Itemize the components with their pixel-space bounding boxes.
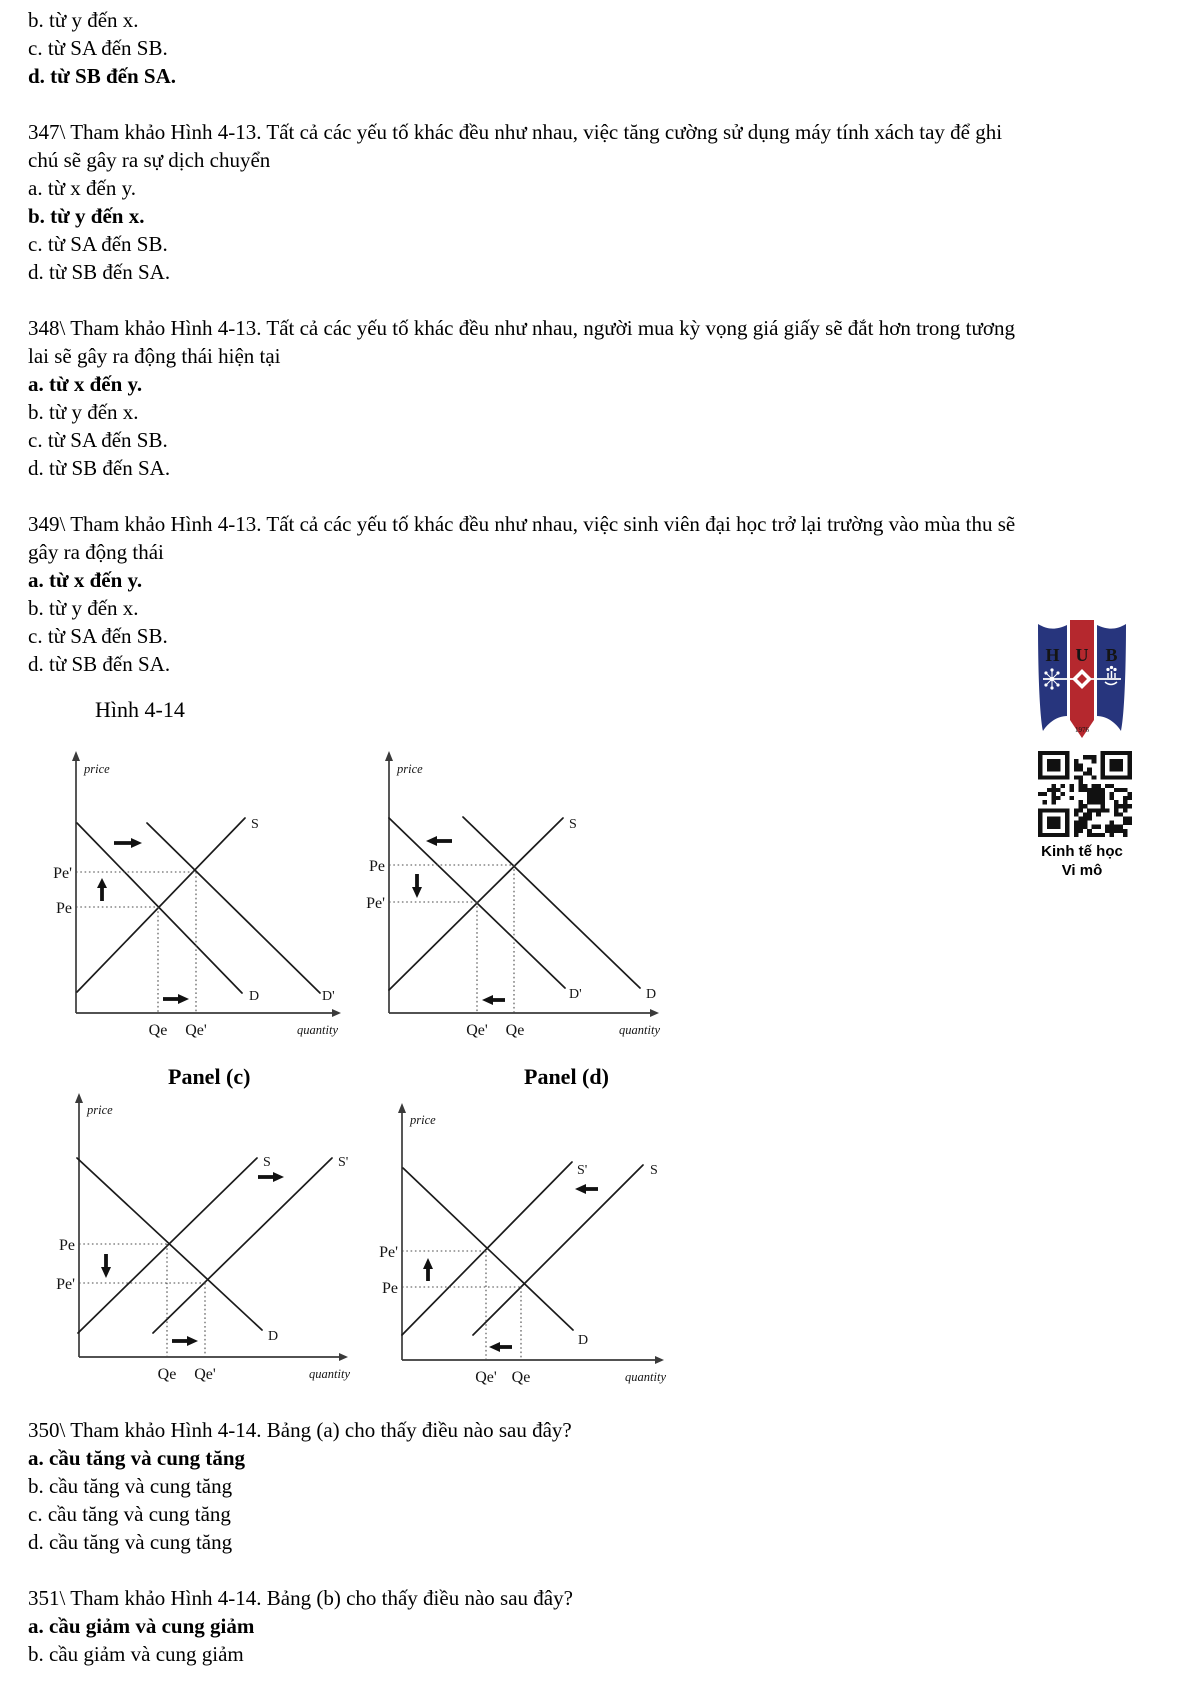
supply-curve-shifted (402, 1162, 572, 1335)
supply-curve-shifted (153, 1158, 332, 1333)
figure-title: Hình 4-14 (95, 697, 185, 722)
question-text: 348\ Tham khảo Hình 4-13. Tất cả các yếu tố khác đều như nhau, người mua kỳ vọng giá giấy sẽ đắt hơn trong tương (28, 316, 1015, 340)
y-axis-arrow (385, 751, 393, 761)
question-text: 350\ Tham khảo Hình 4-14. Bảng (a) cho thấy điều nào sau đây? (28, 1418, 572, 1442)
shift-left-arrow (426, 836, 437, 846)
answer-option: d. từ SB đến SA. (28, 456, 171, 480)
price-axis-label: price (87, 1103, 113, 1117)
answer-option: c. từ SA đến SB. (28, 232, 168, 256)
panel-c-chart (30, 1088, 360, 1390)
x-axis-arrow (339, 1353, 348, 1361)
price-old-label: Pe (382, 1280, 398, 1297)
qe-new-label: Qe' (466, 1022, 488, 1039)
supply-label: S (650, 1163, 658, 1178)
questions-top-block (28, 6, 1143, 678)
price-new-label: Pe' (56, 1276, 75, 1293)
logo-letter-u: U (1075, 645, 1089, 665)
answer-option-correct: a. cầu tăng và cung tăng (28, 1446, 246, 1470)
question-text: 347\ Tham khảo Hình 4-13. Tất cả các yếu tố khác đều như nhau, việc tăng cường sử dụng máy tính xách tay để ghi (28, 120, 1003, 144)
supply-curve (77, 818, 245, 992)
demand-shifted-label: D' (322, 989, 335, 1004)
answer-option-correct: a. từ x đến y. (28, 568, 143, 592)
price-up-arrow (97, 878, 107, 888)
price-axis-label: price (397, 762, 423, 776)
x-axis-arrow (332, 1009, 341, 1017)
x-axis-arrow (655, 1356, 664, 1364)
logo-letter-b: B (1105, 645, 1118, 665)
question-350 (28, 1416, 1143, 1556)
panel-d-label: Panel (d) (524, 1064, 609, 1089)
quantity-right-arrow (187, 1336, 198, 1346)
hub-logo (1036, 617, 1128, 747)
qe-label: Qe (148, 1022, 168, 1039)
answer-option: b. từ y đến x. (28, 8, 139, 32)
price-axis-label: price (84, 762, 110, 776)
qe-label: Qe (157, 1366, 177, 1383)
answer-option: a. từ x đến y. (28, 176, 136, 200)
question-347 (28, 118, 1143, 286)
quantity-axis-label: quantity (297, 1023, 338, 1037)
answer-option: c. cầu tăng và cung tăng (28, 1502, 231, 1526)
qe-label: Qe (511, 1369, 531, 1386)
question-348 (28, 314, 1143, 482)
quantity-axis-label: quantity (309, 1367, 350, 1381)
price-new-label: Pe' (366, 895, 385, 912)
price-down-arrow (412, 887, 422, 898)
logo-letter-h: H (1045, 645, 1060, 665)
panel-b-chart (358, 746, 666, 1046)
answer-option: c. từ SA đến SB. (28, 428, 168, 452)
supply-label: S (263, 1155, 271, 1170)
qr-caption-subject: Kinh tế học (1041, 843, 1123, 860)
answer-option: b. cầu tăng và cung tăng (28, 1474, 233, 1498)
price-old-label: Pe (369, 858, 385, 875)
qe-new-label: Qe' (475, 1369, 497, 1386)
questions-bottom-block (28, 1416, 1143, 1668)
quantity-axis-label: quantity (625, 1370, 666, 1384)
price-axis-label: price (410, 1113, 436, 1127)
answer-option-correct: a. từ x đến y. (28, 372, 143, 396)
question-text: chú sẽ gây ra sự dịch chuyển (28, 148, 271, 172)
question-text: 351\ Tham khảo Hình 4-14. Bảng (b) cho thấy điều nào sau đây? (28, 1586, 573, 1610)
shift-left-arrow (575, 1184, 586, 1194)
demand-label: D (268, 1329, 279, 1344)
price-up-arrow (423, 1258, 433, 1269)
quantity-left-arrow (482, 995, 493, 1005)
logo-year: 1976 (1075, 726, 1089, 734)
supply-curve (473, 1165, 643, 1335)
qe-label: Qe (505, 1022, 525, 1039)
answer-option: b. từ y đến x. (28, 596, 139, 620)
qe-new-label: Qe' (194, 1366, 216, 1383)
quantity-left-arrow (489, 1342, 500, 1352)
answer-option: d. từ SB đến SA. (28, 652, 171, 676)
demand-curve (463, 817, 640, 988)
demand-curve-shifted (147, 823, 320, 993)
qr-code (1038, 751, 1132, 837)
y-axis-arrow (75, 1093, 83, 1103)
quantity-right-arrow (178, 994, 189, 1004)
question-text: 349\ Tham khảo Hình 4-13. Tất cả các yếu tố khác đều như nhau, việc sinh viên đại học trở lại trường vào mùa thu sẽ (28, 512, 1016, 536)
question-351 (28, 1584, 1143, 1668)
question-text: lai sẽ gây ra động thái hiện tại (28, 344, 281, 368)
price-old-label: Pe (56, 900, 72, 917)
supply-label: S (569, 817, 577, 832)
quantity-axis-label: quantity (619, 1023, 660, 1037)
price-new-label: Pe' (379, 1244, 398, 1261)
panel-c-label: Panel (c) (168, 1064, 251, 1089)
price-new-label: Pe' (53, 865, 72, 882)
demand-curve (403, 1168, 573, 1330)
panel-d-chart (360, 1098, 672, 1395)
question-349 (28, 510, 1143, 678)
shift-right-arrow (131, 838, 142, 848)
answer-option: d. cầu tăng và cung tăng (28, 1530, 233, 1554)
qr-caption-course: Vi mô (1061, 862, 1103, 879)
answer-option-correct: d. từ SB đến SA. (28, 64, 176, 88)
x-axis-arrow (650, 1009, 659, 1017)
y-axis-arrow (398, 1103, 406, 1113)
demand-label: D (646, 987, 657, 1002)
panel-a-chart (50, 746, 350, 1046)
price-down-arrow (101, 1267, 111, 1278)
supply-shifted-label: S' (577, 1163, 588, 1178)
answer-option-correct: a. cầu giảm và cung giảm (28, 1614, 255, 1638)
demand-label: D (249, 989, 260, 1004)
y-axis-arrow (72, 751, 80, 761)
supply-label: S (251, 817, 259, 832)
qe-new-label: Qe' (185, 1022, 207, 1039)
price-old-label: Pe (59, 1237, 75, 1254)
intro-answer-options (28, 6, 1143, 90)
answer-option: c. từ SA đến SB. (28, 36, 168, 60)
answer-option-correct: b. từ y đến x. (28, 204, 145, 228)
answer-option: c. từ SA đến SB. (28, 624, 168, 648)
answer-option: b. cầu giảm và cung giảm (28, 1642, 244, 1666)
shift-right-arrow (273, 1172, 284, 1182)
demand-label: D (578, 1333, 589, 1348)
question-text: gây ra động thái (28, 540, 164, 564)
answer-option: b. từ y đến x. (28, 400, 139, 424)
answer-option: d. từ SB đến SA. (28, 260, 171, 284)
demand-shifted-label: D' (569, 987, 582, 1002)
supply-shifted-label: S' (338, 1155, 349, 1170)
